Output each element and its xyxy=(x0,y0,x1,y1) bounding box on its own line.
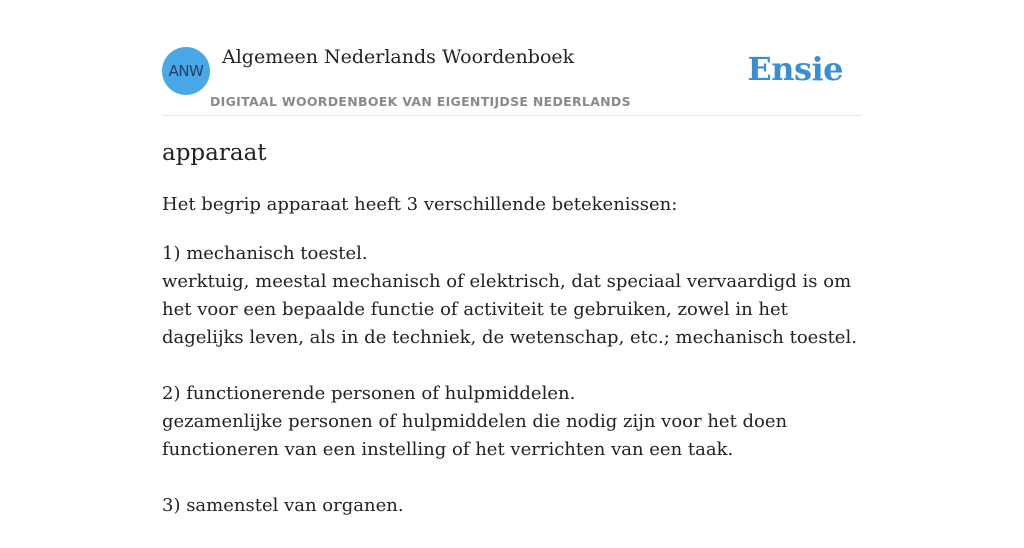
intro-text: Het begrip apparaat heeft 3 verschillende betekenissen: xyxy=(162,194,678,215)
word-title: apparaat xyxy=(162,140,267,166)
meaning-item xyxy=(162,380,862,464)
meaning-definition: gezamenlijke personen of hulpmiddelen die nodig zijn voor het doen functioneren van een instelling of het verrichten van een taak. xyxy=(162,411,788,460)
meaning-item xyxy=(162,492,862,520)
anw-logo[interactable]: ANW xyxy=(162,47,210,95)
page-container xyxy=(162,0,862,516)
ensie-brand-link[interactable]: Ensie xyxy=(747,50,843,88)
meaning-definition: werktuig, meestal mechanisch of elektrisch, dat speciaal vervaardigd is om het voor een bepaalde functie of activiteit te gebruiken, zowel in het dagelijks leven, als in de techniek, de wetenschap, etc.; mechanisch toestel. xyxy=(162,271,857,348)
meaning-heading: 3) samenstel van organen. xyxy=(162,495,404,516)
header xyxy=(162,0,862,116)
meaning-heading: 1) mechanisch toestel. xyxy=(162,243,368,264)
site-tagline: DIGITAAL WOORDENBOEK VAN EIGENTIJDSE NEDERLANDS xyxy=(210,94,631,109)
meaning-item xyxy=(162,240,862,352)
meanings-list xyxy=(162,240,862,548)
meaning-heading: 2) functionerende personen of hulpmiddelen. xyxy=(162,383,576,404)
site-title[interactable]: Algemeen Nederlands Woordenboek xyxy=(222,46,575,68)
